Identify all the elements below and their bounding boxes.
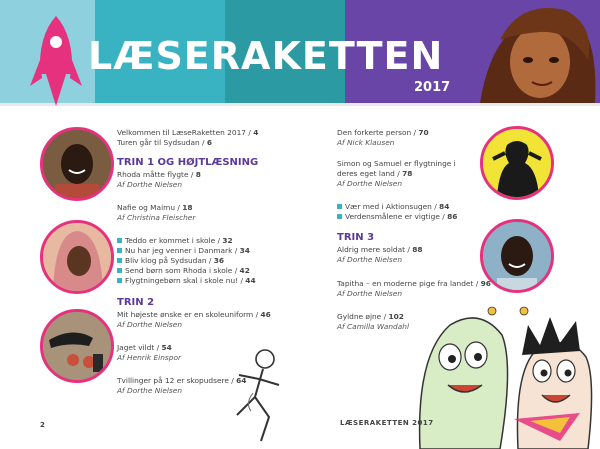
entry-author: Af Nick Klausen [337,138,395,147]
entry-title: Gyldne øjne [337,312,382,321]
bullet-square-icon [117,278,122,283]
bullet-item[interactable]: Verdensmålene er vigtige / 86 [337,212,457,222]
entry-author: Af Dorthe Nielsen [117,180,183,189]
toc-entry[interactable]: Simon og Samuel er flygtninge i deres eget land / 78 Af Dorthe Nielsen [337,159,456,188]
entry-page: 18 [182,203,193,212]
bullet-item[interactable]: Bliv klog på Sydsudan / 36 [117,256,224,266]
title-year: 2017 [414,80,451,95]
entry-page: 78 [402,169,413,178]
banner-divider [0,103,600,106]
entry-title: Turen går til Sydsudan [117,138,200,147]
entry-title: Nafie og Maimu [117,203,176,212]
entry-author: Af Henrik Einspor [117,353,182,362]
entry-author: Af Dorthe Nielsen [117,386,183,395]
bullet-item[interactable]: Vær med i Aktionsugen / 84 [337,202,449,212]
entry-author: Af Dorthe Nielsen [337,255,403,264]
entry-title: Den forkerte person [337,128,412,137]
entry-author: Af Christina Fleischer [117,213,196,222]
entry-title: Jaget vildt [117,343,155,352]
toc-entry[interactable]: Aldrig mere soldat / 88 Af Dorthe Nielsen [337,245,423,264]
running-footer: LÆSERAKETTEN 2017 [340,419,434,427]
photo-shoes-and-tools [40,309,114,383]
bullet-item[interactable]: Flygtningebørn skal i skole nu! / 44 [117,276,256,286]
cartoon-kids-illustration [410,295,600,449]
bullet-item[interactable]: Nu har jeg venner i Danmark / 34 [117,246,250,256]
entry-title: Tapitha – en moderne pige fra landet [337,279,474,288]
bullet-item[interactable]: Send børn som Rhoda i skole / 42 [117,266,250,276]
entry-page: 102 [388,312,404,321]
toc-entry[interactable]: Gyldne øjne / 102 Af Camilla Wandahl [337,312,410,331]
photo-boy-smiling [40,127,114,201]
entry-page: 96 [480,279,491,288]
entry-page: 64 [236,376,247,385]
rocket-icon [30,14,82,114]
bullet-item[interactable]: Teddo er kommet i skole / 32 [117,236,233,246]
toc-entry[interactable]: Velkommen til LæseRaketten 2017 / 4 Turen går til Sydsudan / 6 [117,128,259,147]
section-heading-trin2: TRIN 2 [117,297,155,308]
toc-entry[interactable]: Den forkerte person / 70 Af Nick Klausen [337,128,429,147]
entry-title: Mit højeste ønske er en skoleuniform [117,310,254,319]
illustrated-girl-portrait [470,0,600,103]
entry-page: 88 [412,245,423,254]
toc-entry[interactable]: Nafie og Maimu / 18 Af Christina Fleischer [117,203,196,222]
toc-entry[interactable]: Mit højeste ønske er en skoleuniform / 46 Af Dorthe Nielsen [117,310,271,329]
photo-silhouette-figure [480,126,554,200]
page-number: 2 [40,421,45,429]
entry-page: 70 [418,128,429,137]
entry-page: 4 [253,128,259,137]
page-title: LÆSERAKETTEN [88,34,444,78]
section-heading-trin3: TRIN 3 [337,232,375,243]
entry-page: 54 [161,343,172,352]
entry-page: 46 [260,310,271,319]
entry-author: Af Dorthe Nielsen [337,289,403,298]
toc-entry[interactable]: Jaget vildt / 54 Af Henrik Einspor [117,343,182,362]
entry-author: Af Camilla Wandahl [337,322,410,331]
entry-author: Af Dorthe Nielsen [117,320,183,329]
entry-title: Aldrig mere soldat [337,245,405,254]
running-boy-sketch [215,345,290,445]
bullet-square-icon [117,248,122,253]
bullet-square-icon [117,238,122,243]
entry-page: 6 [206,138,213,147]
entry-title: Rhoda måtte flygte [117,170,189,179]
toc-entry[interactable]: Rhoda måtte flygte / 8 Af Dorthe Nielsen [117,170,201,189]
entry-title-cont: deres eget land [337,169,395,178]
toc-entry[interactable]: Tvillinger på 12 er skopudsere / 64 Af Dorthe Nielsen [117,376,247,395]
entry-title: Simon og Samuel er flygtninge i [337,159,456,168]
entry-title: Velkommen til LæseRaketten 2017 [117,128,246,137]
bullet-square-icon [337,204,342,209]
toc-entry[interactable]: Tapitha – en moderne pige fra landet / 96 Af Dorthe Nielsen [337,279,491,298]
photo-boy-blue-background [480,219,554,293]
section-heading-trin1: TRIN 1 OG HØJTLÆSNING [117,157,259,168]
photo-girl-headscarf [40,220,114,294]
bullet-square-icon [337,214,342,219]
bullet-square-icon [117,268,122,273]
entry-author: Af Dorthe Nielsen [337,179,403,188]
entry-title: Tvillinger på 12 er skopudsere [117,376,229,385]
entry-page: 8 [195,170,201,179]
bullet-square-icon [117,258,122,263]
